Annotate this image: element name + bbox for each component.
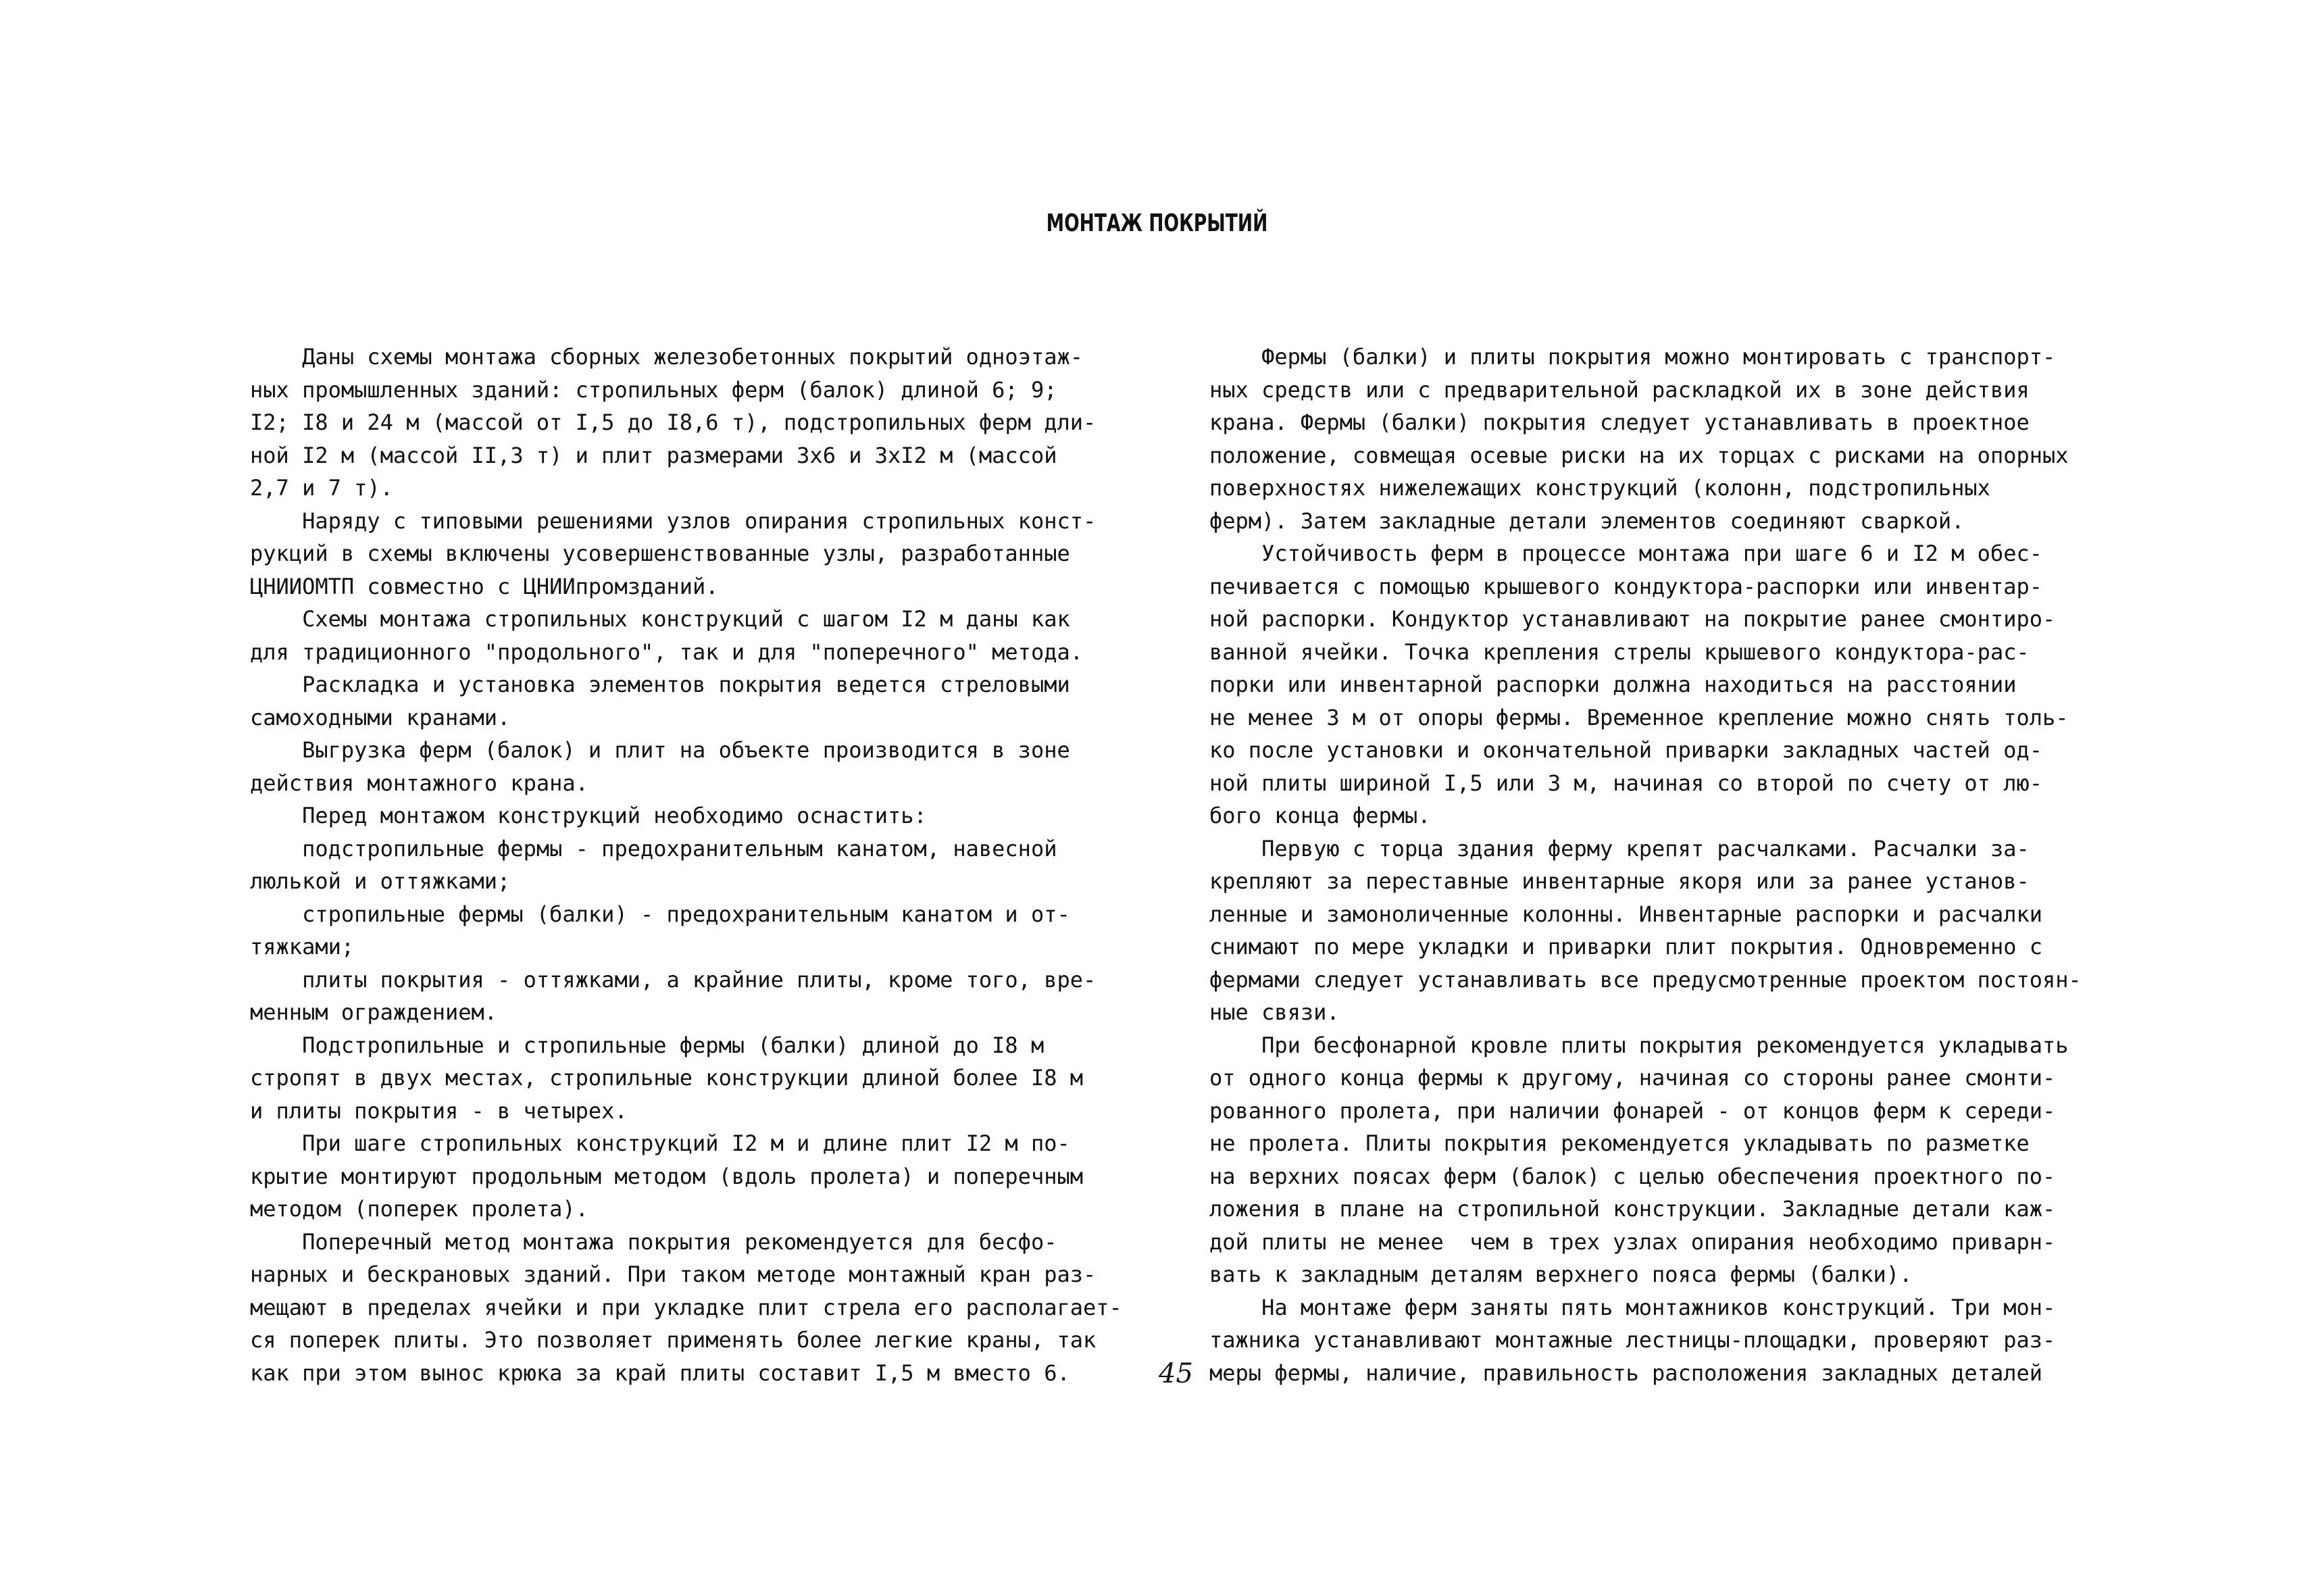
text-line: ЦНИИОМТП совместно с ЦНИИпромзданий.	[250, 573, 719, 599]
text-line: не менее 3 м от опоры фермы. Временное крепление можно снять толь-	[1209, 704, 2069, 730]
page-number: 45	[1159, 1358, 1193, 1389]
text-line: ных средств или с предварительной раскладкой их в зоне действия	[1209, 376, 2030, 403]
text-line: ной I2 м (массой II,3 т) и плит размерами 3х6 и 3хI2 м (массой	[250, 442, 1057, 468]
text-line: положение, совмещая осевые риски на их торцах с рисками на опорных	[1209, 442, 2069, 468]
text-line: меры фермы, наличие, правильность расположения закладных деталей	[1209, 1360, 2042, 1386]
text-line: ко после установки и окончательной приварки закладных частей од-	[1209, 737, 2042, 763]
text-line: При шаге стропильных конструкций I2 м и длине плит I2 м по-	[250, 1130, 1070, 1156]
text-line: крытие монтируют продольным методом (вдоль пролета) и поперечным	[250, 1163, 1083, 1189]
text-line: Подстропильные и стропильные фермы (балки) длиной до I8 м	[250, 1032, 1045, 1058]
text-line: поверхностях нижележащих конструкций (колонн, подстропильных	[1209, 475, 1990, 501]
text-line: Раскладка и установка элементов покрытия ведется стреловыми	[250, 672, 1070, 697]
text-line: действия монтажного крана.	[250, 770, 588, 796]
text-line: Наряду с типовыми решениями узлов опирания стропильных конст-	[250, 507, 1097, 534]
text-line: ванной ячейки. Точка крепления стрелы крышевого кондуктора-рас-	[1209, 639, 2030, 665]
text-line: печивается с помощью крышевого кондуктора-распорки или инвентар-	[1209, 573, 2042, 599]
text-line: дой плиты не менее чем в трех узлах опирания необходимо приварн-	[1209, 1228, 2056, 1255]
text-line: бого конца фермы.	[1209, 803, 1431, 828]
text-line: как при этом вынос крюка за край плиты составит I,5 м вместо 6.	[250, 1360, 1070, 1386]
text-line: менным ограждением.	[250, 999, 498, 1025]
text-line: порки или инвентарной распорки должна находиться на расстоянии	[1209, 672, 2017, 697]
text-line: нарных и бескрановых зданий. При таком методе монтажный кран раз-	[250, 1262, 1097, 1287]
text-line: на верхних поясах ферм (балок) с целью обеспечения проектного по-	[1209, 1163, 2056, 1189]
text-line: крепляют за переставные инвентарные якоря или за ранее установ-	[1209, 868, 2030, 894]
left-text-column	[250, 341, 1135, 1389]
text-line: Даны схемы монтажа сборных железобетонных покрытий одноэтаж-	[250, 344, 1083, 370]
text-line: люлькой и оттяжками;	[250, 868, 511, 894]
text-line: тяжками;	[250, 934, 355, 959]
text-line: крана. Фермы (балки) покрытия следует устанавливать в проектное	[1209, 409, 2030, 435]
text-line: ленные и замоноличенные колонны. Инвентарные распорки и расчалки	[1209, 901, 2042, 927]
text-line: снимают по мере укладки и приварки плит покрытия. Одновременно с	[1209, 934, 2042, 959]
text-line: Схемы монтажа стропильных конструкций с шагом I2 м даны как	[250, 606, 1070, 632]
text-line: Поперечный метод монтажа покрытия рекомендуется для бесфо-	[250, 1228, 1057, 1255]
text-line: ся поперек плиты. Это позволяет применять более легкие краны, так	[250, 1327, 1097, 1353]
text-line: стропильные фермы (балки) - предохранительным канатом и от-	[250, 901, 1070, 927]
text-line: ной плиты шириной I,5 или 3 м, начиная со второй по счету от лю-	[1209, 770, 2042, 796]
text-line: плиты покрытия - оттяжками, а крайние плиты, кроме того, вре-	[250, 966, 1097, 993]
text-line: самоходными кранами.	[250, 704, 511, 730]
text-line: методом (поперек пролета).	[250, 1196, 588, 1222]
page-title: МОНТАЖ ПОКРЫТИЙ	[1046, 209, 1268, 237]
text-line: ной распорки. Кондуктор устанавливают на покрытие ранее смонтиро-	[1209, 606, 2056, 632]
text-line: стропят в двух местах, стропильные конструкции длиной более I8 м	[250, 1065, 1083, 1091]
text-line: ферм). Затем закладные детали элементов соединяют сваркой.	[1209, 507, 1965, 534]
text-line: 2,7 и 7 т).	[250, 475, 393, 501]
text-line: Первую с торца здания ферму крепят расчалками. Расчалки за-	[1209, 835, 2030, 862]
text-line: ных промышленных зданий: стропильных ферм (балок) длиной 6; 9;	[250, 376, 1057, 403]
text-line: Перед монтажом конструкций необходимо оснастить:	[250, 803, 927, 828]
text-line: Выгрузка ферм (балок) и плит на объекте производится в зоне	[250, 737, 1070, 763]
text-line: фермами следует устанавливать все предусмотренные проектом постоян-	[1209, 966, 2082, 993]
text-line: не пролета. Плиты покрытия рекомендуется укладывать по разметке	[1209, 1130, 2030, 1156]
text-line: подстропильные фермы - предохранительным канатом, навесной	[250, 835, 1057, 862]
text-line: для традиционного "продольного", так и для "поперечного" метода.	[250, 639, 1083, 665]
right-text-column	[1209, 341, 2115, 1389]
text-line: рукций в схемы включены усовершенствованные узлы, разработанные	[250, 541, 1070, 566]
text-line: мещают в пределах ячейки и при укладке плит стрела его располагает-	[250, 1294, 1122, 1320]
text-line: Фермы (балки) и плиты покрытия можно монтировать с транспорт-	[1209, 344, 2056, 370]
text-line: На монтаже ферм заняты пять монтажников конструкций. Три мон-	[1209, 1294, 2056, 1320]
text-line: При бесфонарной кровле плиты покрытия рекомендуется укладывать	[1209, 1032, 2069, 1058]
text-line: I2; I8 и 24 м (массой от I,5 до I8,6 т), подстропильных ферм дли-	[250, 409, 1097, 435]
text-line: ложения в плане на стропильной конструкции. Закладные детали каж-	[1209, 1196, 2056, 1222]
text-line: рованного пролета, при наличии фонарей - от концов ферм к середи-	[1209, 1097, 2056, 1124]
text-line: от одного конца фермы к другому, начиная со стороны ранее смонти-	[1209, 1065, 2056, 1091]
text-line: и плиты покрытия - в четырех.	[250, 1097, 628, 1124]
text-line: тажника устанавливают монтажные лестницы-площадки, проверяют раз-	[1209, 1327, 2056, 1353]
text-line: вать к закладным деталям верхнего пояса фермы (балки).	[1209, 1262, 1913, 1287]
text-line: Устойчивость ферм в процессе монтажа при шаге 6 и I2 м обес-	[1209, 541, 2042, 566]
text-line: ные связи.	[1209, 999, 1340, 1025]
